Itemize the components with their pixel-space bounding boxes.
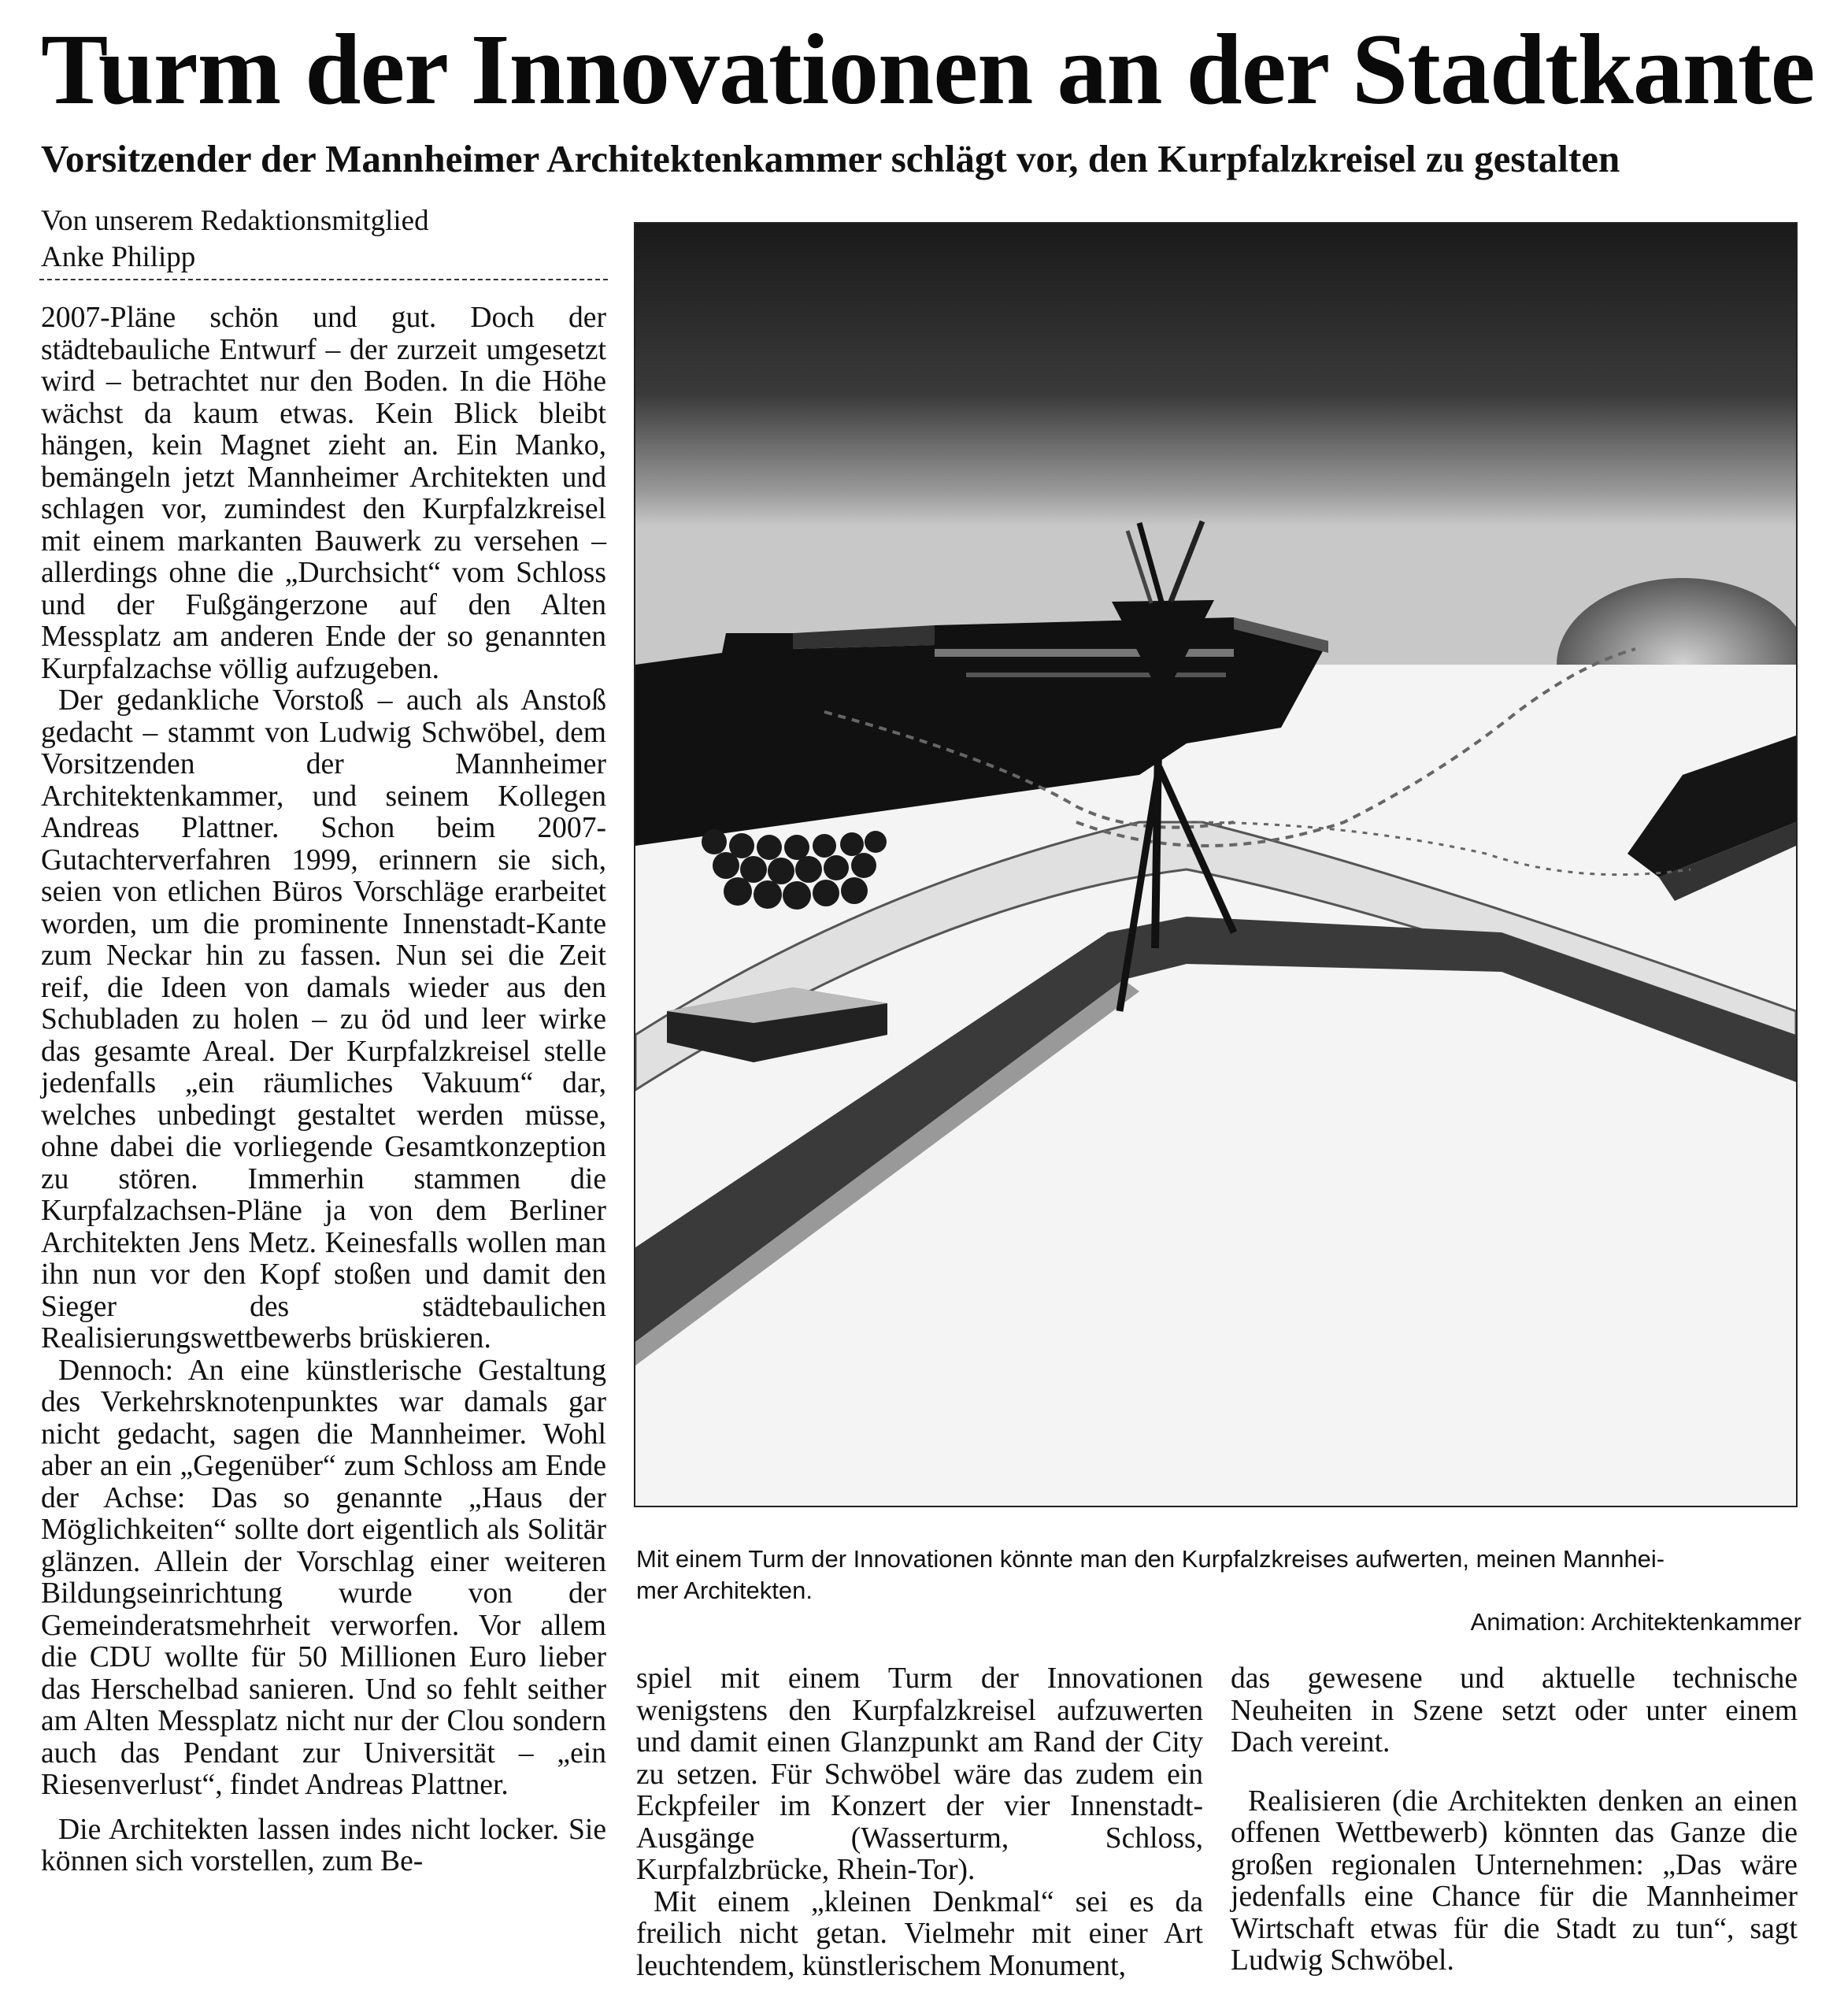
article-photo (634, 222, 1798, 1507)
paragraph-6: Realisieren (die Architekten denken an einen offenen Wettbewerb) könnten das Ganze die großen regionalen Unternehmen: „Das wäre jedenfalls eine Chance für die Mannheimer Wirtschaft etwas für die Stadt zu tun“, sagt Ludwig Schwöbel. (1231, 1784, 1798, 1977)
article-column-1 (41, 302, 606, 1878)
paragraph-5-start: Mit einem „kleinen Denkmal“ sei es da freilich nicht getan. Vielmehr mit einer Art leuchtendem, künstlerischem Monument, (636, 1885, 1203, 1982)
caption-line-1: Mit einem Turm der Innovationen könnte man den Kurpfalzkreises aufwerten, meinen Mannhei- (636, 1545, 1665, 1573)
byline-author: Anke Philipp (41, 241, 196, 273)
photo-credit: Animation: Architektenkammer (1470, 1608, 1802, 1636)
subheadline: Vorsitzender der Mannheimer Architektenkammer schlägt vor, den Kurpfalzkreisel zu gestalten (41, 137, 1620, 180)
byline-divider (39, 279, 608, 280)
headline: Turm der Innovationen an der Stadtkante (41, 13, 1815, 125)
article-column-3 (1231, 1663, 1798, 1977)
article-column-2 (636, 1663, 1203, 1982)
paragraph-3: Dennoch: An eine künstlerische Gestaltung des Verkehrsknotenpunktes war damals gar nicht gedacht, sagen die Mannheimer. Wohl aber an ein „Gegenüber“ zum Schloss am Ende der Achse: Das so genannte „Haus der Möglichkeiten“ sollte dort eigentlich als Solitär glänzen. Allein der Vorschlag einer weiteren Bildungseinrichtung wurde von der Gemeinderatsmehrheit verworfen. Vor allem die CDU wollte für 50 Millionen Euro lieber das Herschelbad sanieren. Und so fehlt seither am Alten Messplatz nicht nur der Clou sondern auch das Pendant zur Universität – „ein Riesenverlust“, findet Andreas Plattner. (41, 1354, 606, 1801)
architecture-rendering (635, 224, 1796, 1506)
byline (41, 203, 608, 276)
paragraph-4-end: spiel mit einem Turm der Innovationen wenigstens den Kurpfalzkreisel aufzuwerten und damit einen Glanzpunkt am Rand der City zu setzen. Für Schwöbel wäre das zudem ein Eckpfeiler im Konzert der vier Innenstadt-Ausgänge (Wasserturm, Schloss, Kurpfalzbrücke, Rhein-Tor). (636, 1662, 1203, 1886)
paragraph-4-start: Die Architekten lassen indes nicht locker. Sie können sich vorstellen, zum Be- (41, 1813, 606, 1877)
paragraph-2: Der gedankliche Vorstoß – auch als Anstoß gedacht – stammt von Ludwig Schwöbel, dem Vorsitzenden der Mannheimer Architektenkammer, und seinem Kollegen Andreas Plattner. Schon beim 2007-Gutachterverfahren 1999, erinnern sie sich, seien von etlichen Büros Vorschläge erarbeitet worden, um die prominente Innenstadt-Kante zum Neckar hin zu fassen. Nun sei die Zeit reif, die Ideen von damals wieder aus den Schubladen zu holen – zu öd und leer wirke das gesamte Areal. Der Kurpfalzkreisel stelle jedenfalls „ein räumliches Vakuum“ dar, welches unbedingt gestaltet werden müsse, ohne dabei die vorliegende Gesamtkonzeption zu stören. Immerhin stammen die Kurpfalzachsen-Pläne ja von dem Berliner Architekten Jens Metz. Keinesfalls wollen man ihn nun vor den Kopf stoßen und damit den Sieger des städtebaulichen Realisierungswettbewerbs brüskieren. (41, 684, 606, 1354)
photo-caption (636, 1544, 1802, 1638)
paragraph-1: 2007-Pläne schön und gut. Doch der städtebauliche Entwurf – der zurzeit umgesetzt wird – betrachtet nur den Boden. In die Höhe wächst da kaum etwas. Kein Blick bleibt hängen, kein Magnet zieht an. Ein Manko, bemängeln jetzt Mannheimer Architekten und schlagen vor, zumindest den Kurpfalzkreisel mit einem markanten Bauwerk zu versehen – allerdings ohne die „Durchsicht“ vom Schloss und der Fußgängerzone auf den Alten Messplatz am anderen Ende der so genannten Kurpfalzachse völlig aufzugeben. (41, 302, 606, 685)
paragraph-5-end: das gewesene und aktuelle technische Neuheiten in Szene setzt oder unter einem Dach vereint. (1231, 1662, 1798, 1758)
caption-line-2: mer Architekten. (636, 1577, 813, 1604)
byline-role: Von unserem Redaktionsmitglied (41, 205, 429, 237)
